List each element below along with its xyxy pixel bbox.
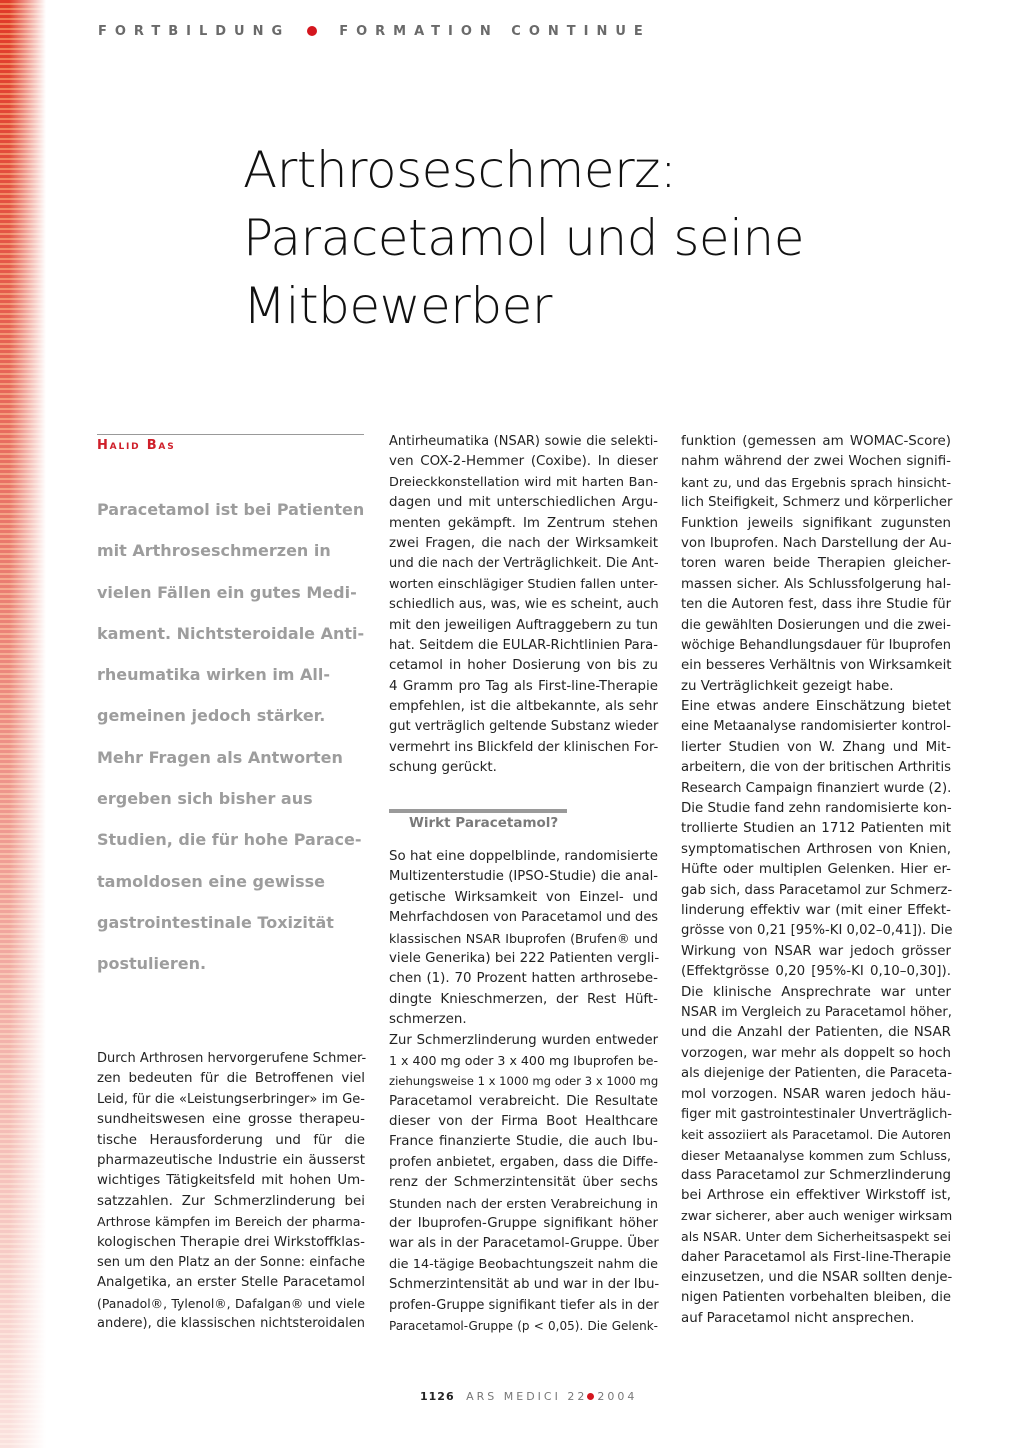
body-line: 4 Gramm pro Tag als First-line-Therapie xyxy=(389,678,658,694)
page-number: 1126 xyxy=(420,1390,455,1403)
body-line: Leid, für die «Leistungserbringer» im Ge- xyxy=(97,1091,365,1107)
title-line: Arthroseschmerz: xyxy=(243,141,677,199)
body-line: auf Paracetamol nicht ansprechen. xyxy=(681,1310,915,1326)
body-line: Arthrose kämpfen im Bereich der pharma- xyxy=(97,1214,365,1230)
body-line: dieser Metaanalyse kommen zum Schluss, xyxy=(681,1147,951,1163)
lead-line: tamoldosen eine gewisse xyxy=(97,871,325,891)
running-head-right: FORMATION CONTINUE xyxy=(339,24,651,39)
body-line: massen sicher. Als Schlussfolgerung hal- xyxy=(681,576,951,592)
body-line: als NSAR. Unter dem Sicherheitsaspekt sei xyxy=(681,1229,951,1245)
lead-line: mit Arthroseschmerzen in xyxy=(97,541,331,561)
body-line: Hüfte oder multiplen Gelenken. Hier er- xyxy=(681,862,951,878)
body-line: Paracetamol-Gruppe (p < 0,05). Die Gelenk- xyxy=(389,1318,658,1333)
body-line: ven COX-2-Hemmer (Coxibe). In dieser xyxy=(389,454,658,470)
body-line: bei Arthrose ein effektiver Wirkstoff ist, xyxy=(681,1188,951,1204)
decorative-edge-strip xyxy=(0,0,46,1448)
body-line: der Ibuprofen-Gruppe signifikant höher xyxy=(389,1216,658,1232)
lead-line: kament. Nichtsteroidale Anti- xyxy=(97,623,365,643)
author-name: Halid Bas xyxy=(97,438,176,453)
body-line: cetamol in hoher Dosierung von bis zu xyxy=(389,658,658,674)
body-line: eine Metaanalyse randomisierter kontrol- xyxy=(681,719,951,735)
body-line: dagen und mit unterschiedlichen Argu- xyxy=(389,495,658,511)
body-line: getische Wirksamkeit von Einzel- und xyxy=(389,889,658,905)
body-line: Die Studie fand zehn randomisierte kon- xyxy=(681,801,952,817)
body-line: schmerzen. xyxy=(389,1012,467,1028)
lead-line: Mehr Fragen als Antworten xyxy=(97,747,343,767)
footer-dot-icon xyxy=(587,1393,594,1400)
body-line: lich Steifigkeit, Schmerz und körperlicher xyxy=(681,495,953,511)
body-line: zwar sicherer, aber auch weniger wirksam xyxy=(681,1208,953,1224)
body-line: Zur Schmerzlinderung wurden entweder xyxy=(389,1032,658,1048)
body-line: zen bedeuten für die Betroffenen viel xyxy=(97,1071,365,1087)
body-line: NSAR im Vergleich zu Paracetamol höher, xyxy=(681,1004,952,1020)
body-line: funktion (gemessen am WOMAC-Score) xyxy=(681,434,951,449)
body-line: vermehrt ins Blickfeld der klinischen For- xyxy=(389,739,659,755)
body-line: dieser von der Firma Boot Healthcare xyxy=(389,1114,658,1130)
body-line: keit assoziiert als Paracetamol. Die Autoren xyxy=(681,1127,951,1143)
body-line: gut verträglich geltende Substanz wieder xyxy=(389,719,659,735)
body-line: (Panadol®, Tylenol®, Dafalgan® und viele xyxy=(97,1295,365,1311)
body-line: (Effektgrösse 0,20 [95%-KI 0,10–0,30]). xyxy=(681,964,951,980)
body-line: pharmazeutische Industrie ein äusserst xyxy=(97,1152,365,1168)
lead-line: ergeben sich bisher aus xyxy=(97,789,313,809)
author-divider xyxy=(97,434,364,435)
subhead-divider xyxy=(389,809,567,813)
body-line: Stunden nach der ersten Verabreichung in xyxy=(389,1195,658,1211)
magazine-year: 2004 xyxy=(597,1390,638,1403)
body-line: Multizenterstudie (IPSO-Studie) die anal- xyxy=(389,869,658,885)
body-line: profen-Gruppe signifikant tiefer als in der xyxy=(389,1297,659,1313)
column-1-body xyxy=(97,1049,365,1334)
lead-line: gemeinen jedoch stärker. xyxy=(97,706,326,726)
body-line: nahm während der zwei Wochen signifi- xyxy=(681,454,951,470)
body-line: daher Paracetamol als First-line-Therapie xyxy=(681,1249,951,1265)
column-2-body-top xyxy=(389,432,658,779)
body-line: figer mit gastrointestinaler Unverträglich- xyxy=(681,1106,952,1122)
body-line: vorzogen, war mehr als doppelt so hoch xyxy=(681,1045,951,1061)
body-line: nigen Patienten vorbehalten bleiben, die xyxy=(681,1290,951,1306)
body-line: schung gerückt. xyxy=(389,760,497,776)
body-line: Funktion jeweils signifikant zugunsten xyxy=(681,515,951,531)
body-line: trollierte Studien an 1712 Patienten mit xyxy=(681,821,951,837)
body-line: menten gekämpft. Im Zentrum stehen xyxy=(389,515,658,531)
body-line: chen (1). 70 Prozent hatten arthrosebe- xyxy=(389,971,658,987)
body-line: Research Campaign finanziert wurde (2). xyxy=(681,780,952,796)
body-line: Antirheumatika (NSAR) sowie die selekti- xyxy=(389,434,658,449)
body-line: kologischen Therapie drei Wirkstoffklas- xyxy=(97,1234,365,1250)
running-head-dot-icon xyxy=(307,26,317,36)
body-line: die gewählten Dosierungen und die zwei- xyxy=(681,617,951,633)
body-line: Paracetamol verabreicht. Die Resultate xyxy=(389,1093,658,1109)
body-line: linderung effektiv war (mit einer Effekt- xyxy=(681,902,951,918)
body-line: ten die Autoren fest, dass ihre Studie für xyxy=(681,597,951,613)
body-line: So hat eine doppelblinde, randomisierte xyxy=(389,849,659,864)
body-line: renz der Schmerzintensität über sechs xyxy=(389,1175,658,1191)
body-line: einzusetzen, und die NSAR sollten denje- xyxy=(681,1270,953,1286)
body-line: mit den jeweiligen Auftraggebern zu tun xyxy=(389,617,658,633)
body-line: wöchige Behandlungsdauer für Ibuprofen xyxy=(681,637,951,653)
body-line: Die klinische Ansprechrate war unter xyxy=(681,984,951,1000)
body-line: klassischen NSAR Ibuprofen (Brufen® und xyxy=(389,930,658,946)
column-2-body-bottom xyxy=(389,847,658,1336)
body-line: Dreieckkonstellation wird mit harten Ban- xyxy=(389,474,658,490)
lead-paragraph xyxy=(97,489,369,985)
article-title xyxy=(243,136,804,340)
body-line: toren waren beide Therapien gleicher- xyxy=(681,556,951,572)
section-subheading: Wirkt Paracetamol? xyxy=(409,815,559,831)
body-line: war als in der Paracetamol-Gruppe. Über xyxy=(389,1236,659,1252)
body-line: gab sich, dass Paracetamol zur Schmerz- xyxy=(681,882,953,898)
body-line: andere), die klassischen nichtsteroidalen xyxy=(97,1316,365,1332)
running-head xyxy=(98,24,651,39)
column-3-body xyxy=(681,432,951,1329)
body-line: Wirkung von NSAR war jedoch grösser xyxy=(681,943,951,959)
body-line: mol vorzogen. NSAR waren jedoch häu- xyxy=(681,1086,951,1102)
body-line: wichtiges Tätigkeitsfeld mit hohen Um- xyxy=(97,1173,365,1189)
body-line: zwei Fragen, die nach der Wirksamkeit xyxy=(389,535,658,551)
body-line: hat. Seitdem die EULAR-Richtlinien Para- xyxy=(389,637,658,653)
body-line: schiedlich aus, was, wie es scheint, auch xyxy=(389,597,659,613)
lead-line: Studien, die für hohe Parace- xyxy=(97,830,362,850)
body-line: als diejenige der Patienten, die Paraceta- xyxy=(681,1066,952,1082)
body-line: empfehlen, ist die altbekannte, als sehr xyxy=(389,699,658,715)
lead-line: gastrointestinale Toxizität xyxy=(97,912,334,932)
body-line: Eine etwas andere Einschätzung bietet xyxy=(681,699,951,715)
lead-line: rheumatika wirken im All- xyxy=(97,665,331,685)
body-line: ziehungsweise 1 x 1000 mg oder 3 x 1000 mg xyxy=(389,1074,659,1089)
body-line: sundheitswesen eine grosse therapeu- xyxy=(97,1112,365,1128)
body-line: grösse von 0,21 [95%-KI 0,02–0,41]). Die xyxy=(681,923,953,939)
body-line: zu Verträglichkeit gezeigt habe. xyxy=(681,678,894,694)
lead-line: vielen Fällen ein gutes Medi- xyxy=(97,582,357,602)
body-line: France finanzierte Studie, die auch Ibu- xyxy=(389,1134,658,1150)
magazine-name: ARS MEDICI 22 xyxy=(466,1390,588,1403)
body-line: Analgetika, an erster Stelle Paracetamol xyxy=(97,1275,365,1291)
body-line: Schmerzintensität ab und war in der Ibu- xyxy=(389,1277,660,1293)
page-footer xyxy=(420,1390,637,1403)
body-line: lierter Studien von W. Zhang und Mit- xyxy=(681,739,951,755)
body-line: arbeitern, die von der britischen Arthritis xyxy=(681,760,951,776)
body-line: von Ibuprofen. Nach Darstellung der Au- xyxy=(681,535,952,551)
body-line: und die nach der Verträglichkeit. Die Ant- xyxy=(389,556,659,572)
body-line: viele Generika) bei 222 Patienten vergli- xyxy=(389,950,660,966)
running-head-left: FORTBILDUNG xyxy=(98,24,291,39)
body-line: symptomatischen Arthrosen von Knien, xyxy=(681,841,951,857)
lead-line: Paracetamol ist bei Patienten xyxy=(97,500,365,519)
body-line: satzzahlen. Zur Schmerzlinderung bei xyxy=(97,1193,365,1209)
body-line: Mehrfachdosen von Paracetamol und des xyxy=(389,910,659,926)
body-line: dingte Knieschmerzen, der Rest Hüft- xyxy=(389,991,658,1007)
body-line: ein besseres Verhältnis von Wirksamkeit xyxy=(681,658,952,674)
body-line: und die Anzahl der Patienten, die NSAR xyxy=(681,1025,951,1041)
body-line: 1 x 400 mg oder 3 x 400 mg Ibuprofen be- xyxy=(389,1052,658,1068)
body-line: die 14-tägige Beobachtungszeit nahm die xyxy=(389,1256,658,1272)
body-line: kant zu, und das Ergebnis sprach hinsicht- xyxy=(681,474,951,490)
body-line: worten einschlägiger Studien fallen unter- xyxy=(389,576,659,592)
body-line: profen anbietet, ergaben, dass die Diffe- xyxy=(389,1154,658,1170)
body-line: dass Paracetamol zur Schmerzlinderung xyxy=(681,1168,951,1184)
title-line: Mitbewerber xyxy=(243,277,552,335)
body-line: Durch Arthrosen hervorgerufene Schmer- xyxy=(97,1051,367,1066)
lead-line: postulieren. xyxy=(97,954,207,974)
title-line: Paracetamol und seine xyxy=(243,209,804,267)
body-line: tische Herausforderung und für die xyxy=(97,1132,365,1148)
body-line: sen um den Platz an der Sonne: einfache xyxy=(97,1254,365,1270)
